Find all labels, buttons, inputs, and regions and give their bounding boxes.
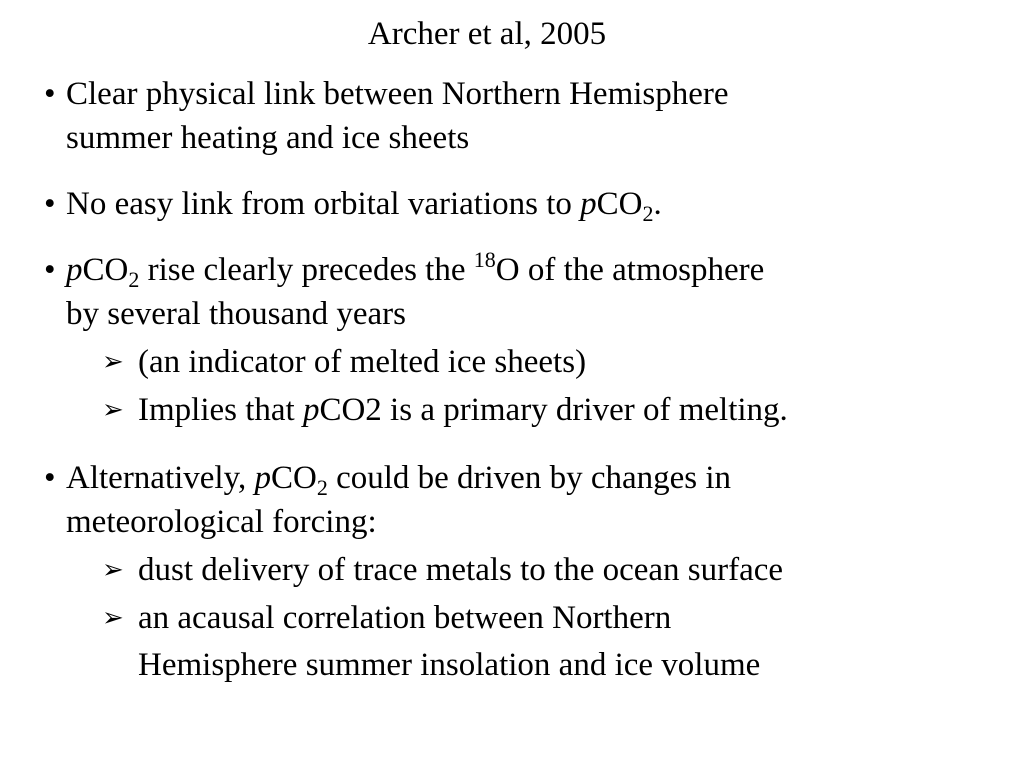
bullet-text-segment: rise clearly precedes the — [139, 252, 474, 288]
bullet-text: Clear physical link between Northern Hemisphere — [66, 76, 729, 112]
bullet-item — [44, 72, 1004, 160]
partial-pressure-symbol: p — [580, 186, 597, 222]
bullet-text: summer heating and ice sheets — [66, 120, 470, 156]
bullet-text: meteorological forcing: — [66, 504, 377, 540]
sub-bullet-text-segment: CO2 is a primary driver of melting. — [319, 392, 788, 428]
bullet-text: by several thousand years — [66, 296, 406, 332]
sub-bullet-item — [66, 386, 1004, 434]
superscript: 18 — [473, 247, 496, 272]
co2-text: CO — [82, 252, 129, 288]
sub-bullet-text: an acausal correlation between Northern — [138, 600, 672, 636]
sub-bullet-text — [138, 386, 1004, 434]
bullet-text-segment: No easy link from orbital variations to — [66, 186, 581, 222]
bullet-item — [44, 182, 1004, 226]
bullet-text — [66, 456, 1004, 500]
co2-text: CO — [270, 460, 317, 496]
bullet-text-segment: . — [653, 186, 662, 222]
sub-bullet-text: Hemisphere summer insolation and ice volume — [138, 647, 761, 683]
arrow-bullet-icon: ➢ — [102, 347, 124, 376]
sub-bullet-text-segment: Implies that — [138, 392, 303, 428]
subscript: 2 — [128, 267, 140, 292]
sub-bullet-item — [66, 338, 1004, 386]
bullet-text — [66, 248, 1004, 292]
bullet-icon: • — [44, 186, 56, 222]
subscript: 2 — [642, 201, 654, 226]
bullet-text-segment: could be driven by changes in — [327, 460, 732, 496]
sub-bullet-list — [66, 338, 1004, 434]
partial-pressure-symbol: p — [254, 460, 271, 496]
subscript: 2 — [316, 475, 328, 500]
bullet-text-segment: O of the atmosphere — [495, 252, 765, 288]
arrow-bullet-icon: ➢ — [102, 395, 124, 424]
sub-bullet-text: (an indicator of melted ice sheets) — [138, 344, 587, 380]
bullet-text-segment: Alternatively, — [66, 460, 255, 496]
bullet-icon: • — [44, 252, 56, 288]
partial-pressure-symbol: p — [66, 252, 83, 288]
bullet-item — [44, 248, 1004, 434]
arrow-bullet-icon: ➢ — [102, 555, 124, 584]
bullet-text — [66, 182, 1004, 226]
bullet-icon: • — [44, 460, 56, 496]
partial-pressure-symbol: p — [302, 392, 320, 428]
sub-bullet-list — [66, 546, 1004, 688]
slide-content — [44, 72, 1004, 710]
sub-bullet-text: dust delivery of trace metals to the ocean surface — [138, 552, 784, 588]
co2-text: CO — [596, 186, 643, 222]
bullet-item — [44, 456, 1004, 688]
sub-bullet-item — [66, 594, 1004, 688]
slide-title: Archer et al, 2005 — [367, 16, 607, 52]
sub-bullet-item — [66, 546, 1004, 594]
arrow-bullet-icon: ➢ — [102, 603, 124, 632]
bullet-icon: • — [44, 76, 56, 112]
